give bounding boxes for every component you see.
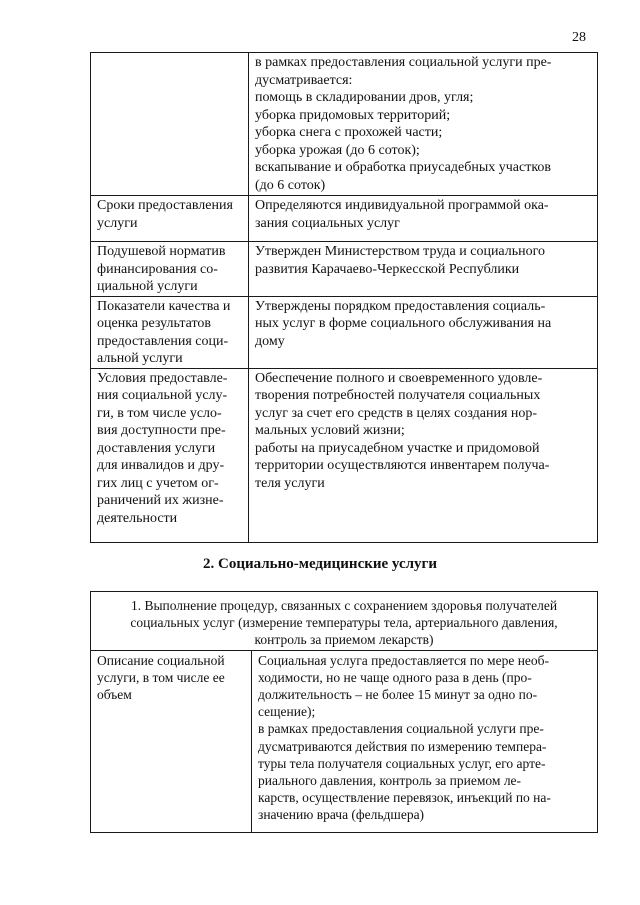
text-line: карств, осуществление перевязок, инъекций по на- <box>258 790 551 806</box>
text-line: работы на приусадебном участке и придомовой <box>255 440 540 456</box>
text-line: теля услуги <box>255 475 325 491</box>
text-line: объем <box>97 687 132 703</box>
text-line: финансирования со- <box>97 261 218 277</box>
text-line: оценка результатов <box>97 316 212 331</box>
text-line: Сроки предоставления <box>97 198 233 213</box>
text-line: услуг за счет его средств в целях создания нор- <box>255 405 538 421</box>
text-line: Определяются индивидуальной программой ока- <box>255 198 549 213</box>
text-line: уборка снега с прохожей части; <box>255 125 443 140</box>
text-line: контроль за приемом лекарств) <box>254 632 434 648</box>
label-cell <box>91 368 249 542</box>
text-line: деятельности <box>97 510 178 526</box>
text-line: в рамках предоставления социальной услуги пре- <box>258 721 544 737</box>
text-line: Утверждены порядком предоставления социаль- <box>255 298 546 314</box>
text-line: Подушевой норматив <box>97 244 226 259</box>
value-cell <box>249 53 598 196</box>
value-cell <box>249 196 598 242</box>
text-line: сещение); <box>258 704 316 720</box>
table-row <box>91 196 598 242</box>
value-cell <box>249 368 598 542</box>
text-line: услуги, в том числе ее <box>97 669 225 685</box>
text-line: Описание социальной <box>97 652 225 668</box>
label-cell <box>91 296 249 368</box>
table-row <box>91 296 598 368</box>
text-line: уборка урожая (до 6 соток); <box>255 142 420 158</box>
text-line: предоставления соци- <box>97 333 229 349</box>
text-line: альной услуги <box>97 351 183 366</box>
text-line: ходимости, но не чаще одного раза в день (про- <box>258 669 532 685</box>
table-row <box>91 368 598 542</box>
service-table-continued <box>90 52 598 543</box>
text-line: циальной услуги <box>97 279 198 294</box>
text-line: риального давления, контроль за приемом ле- <box>258 773 522 789</box>
text-line: дому <box>255 333 285 349</box>
text-line: помощь в складировании дров, угля; <box>255 90 474 105</box>
text-line: Показатели качества и <box>97 298 231 314</box>
text-line: территории осуществляются инвентарем получа- <box>255 458 550 473</box>
label-cell <box>91 242 249 297</box>
text-line: туры тела получателя социальных услуг, его арте- <box>258 755 546 771</box>
text-line: услуги <box>97 215 138 231</box>
text-line: уборка придомовых территорий; <box>255 107 451 123</box>
text-line: гих лиц с учетом ог- <box>97 475 219 491</box>
text-line: ги, в том числе усло- <box>97 405 222 421</box>
label-cell <box>91 650 252 832</box>
text-line: Социальная услуга предоставляется по мере необ- <box>258 652 550 668</box>
text-line: 1. Выполнение процедур, связанных с сохранением здоровья получателей <box>130 598 558 613</box>
page-number: 28 <box>572 30 586 45</box>
text-line: вия доступности пре- <box>97 423 226 438</box>
text-line: в рамках предоставления социальной услуги пре- <box>255 55 552 70</box>
text-line: мальных условий жизни; <box>255 423 405 438</box>
table-header-row <box>91 592 598 651</box>
table-row <box>91 650 598 832</box>
text-line: (до 6 соток) <box>255 177 326 193</box>
section-heading: 2. Социально-медицинские услуги <box>203 556 437 572</box>
text-line: для инвалидов и дру- <box>97 458 225 473</box>
text-line: вскапывание и обработка приусадебных участков <box>255 160 552 175</box>
text-line: ния социальной услу- <box>97 388 228 403</box>
label-cell-empty <box>91 53 249 196</box>
value-cell <box>252 650 598 832</box>
text-line: Обеспечение полного и своевременного удовле- <box>255 370 543 386</box>
text-line: зания социальных услуг <box>255 215 400 231</box>
service-table-medical <box>90 591 598 833</box>
text-line: социальных услуг (измерение температуры тела, артериального давления, <box>130 615 558 631</box>
text-line: развития Карачаево-Черкесской Республики <box>255 261 520 277</box>
table-row <box>91 53 598 196</box>
text-line: Утвержден Министерством труда и социального <box>255 244 546 259</box>
value-cell <box>249 296 598 368</box>
text-line: должительность – не более 15 минут за одно по- <box>258 687 538 703</box>
text-line: дусматривается: <box>255 72 353 88</box>
text-line: раничений их жизне- <box>97 493 224 508</box>
text-line: дусматриваются действия по измерению темпера- <box>258 738 547 754</box>
table-row <box>91 242 598 297</box>
service-title-cell <box>91 592 598 651</box>
text-line: Условия предоставле- <box>97 370 228 386</box>
value-cell <box>249 242 598 297</box>
label-cell <box>91 196 249 242</box>
text-line: значению врача (фельдшера) <box>258 807 425 823</box>
text-line: творения потребностей получателя социальных <box>255 388 541 403</box>
text-line: доставления услуги <box>97 440 216 456</box>
text-line: ных услуг в форме социального обслуживания на <box>255 316 552 331</box>
